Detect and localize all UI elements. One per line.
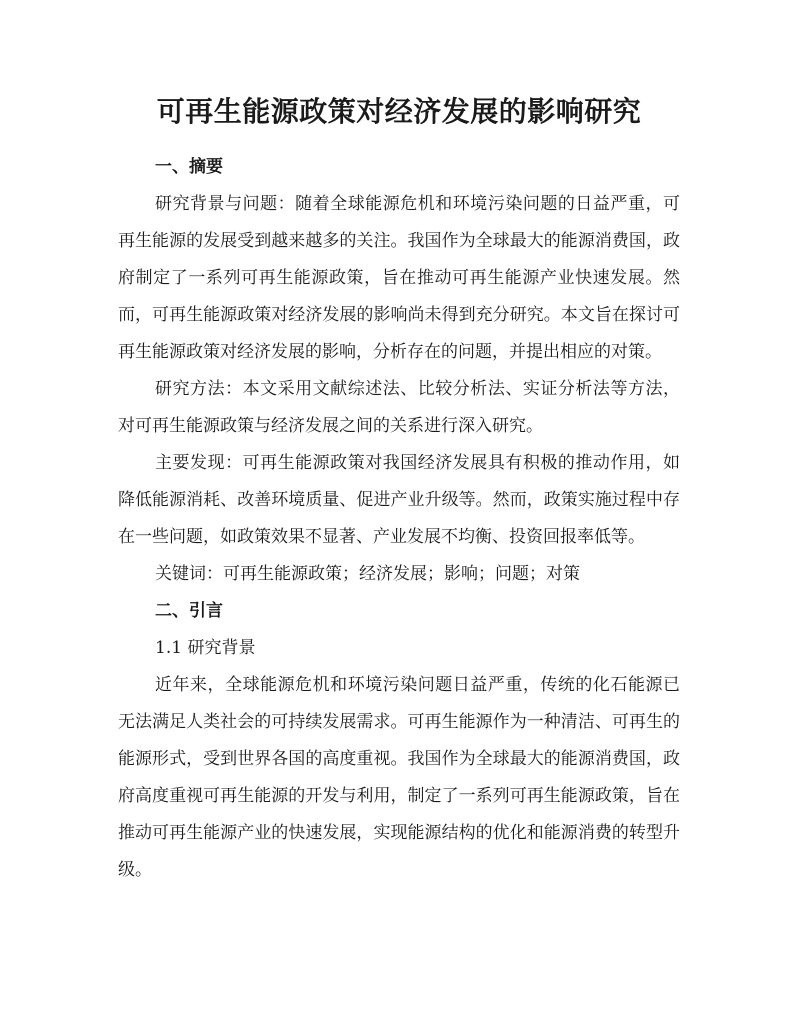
abstract-method-paragraph: 研究方法：本文采用文献综述法、比较分析法、实证分析法等方法，对可再生能源政策与经济发展之间的关系进行深入研究。: [118, 379, 680, 436]
keywords-paragraph: 关键词：可再生能源政策；经济发展；影响；问题；对策: [155, 564, 580, 584]
abstract-findings-paragraph: 主要发现：可再生能源政策对我国经济发展具有积极的推动作用，如降低能源消耗、改善环境质量、促进产业升级等。然而，政策实施过程中存在一些问题，如政策效果不显著、产业发展不均衡、投资回报率低等。: [118, 453, 680, 547]
introduction-heading: 二、引言: [155, 601, 223, 621]
document-title: 可再生能源政策对经济发展的影响研究: [156, 95, 642, 128]
document-page: [118, 88, 680, 889]
abstract-heading: 一、摘要: [155, 157, 223, 177]
introduction-background-paragraph: 近年来，全球能源危机和环境污染问题日益严重，传统的化石能源已无法满足人类社会的可持续发展需求。可再生能源作为一种清洁、可再生的能源形式，受到世界各国的高度重视。我国作为全球最大的能源消费国，政府高度重视可再生能源的开发与利用，制定了一系列可再生能源政策，旨在推动可再生能源产业的快速发展，实现能源结构的优化和能源消费的转型升级。: [118, 675, 680, 880]
research-background-subheading: 1.1 研究背景: [155, 638, 256, 658]
abstract-background-paragraph: 研究背景与问题：随着全球能源危机和环境污染问题的日益严重，可再生能源的发展受到越来越多的关注。我国作为全球最大的能源消费国，政府制定了一系列可再生能源政策，旨在推动可再生能源产业快速发展。然而，可再生能源政策对经济发展的影响尚未得到充分研究。本文旨在探讨可再生能源政策对经济发展的影响，分析存在的问题，并提出相应的对策。: [118, 194, 680, 362]
